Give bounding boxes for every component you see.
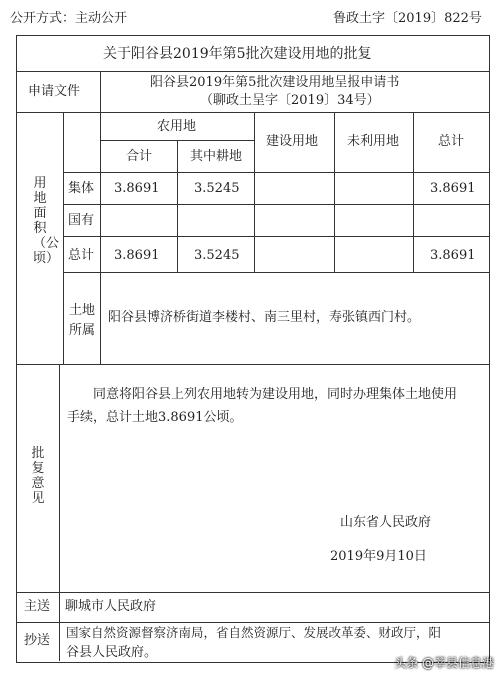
- approval-label: 批复意见: [31, 446, 45, 506]
- application-line-1: 阳谷县2019年第5批次建设用地呈报申请书: [150, 75, 400, 90]
- divider: [16, 364, 489, 365]
- send-to-label: 主送: [24, 599, 51, 614]
- divider: [63, 172, 489, 173]
- cell-total: 3.8691: [430, 181, 476, 196]
- col-unused: 未利用地: [347, 134, 400, 149]
- document-number: 鲁政土字〔2019〕822号: [333, 11, 482, 26]
- divider: [16, 112, 489, 113]
- cc-line-2: 谷县人民政府。: [66, 645, 158, 660]
- cell-arable: 3.5245: [194, 181, 240, 196]
- issue-date: 2019年9月10日: [330, 549, 427, 564]
- cell-arable: 3.5245: [194, 248, 240, 263]
- approval-text-line-2: 手续，总计土地3.8691公顷。: [67, 410, 243, 425]
- divider: [63, 236, 489, 237]
- disclosure-method: 公开方式：主动公开: [10, 11, 128, 26]
- watermark: 头条 @莘县信息港: [394, 656, 494, 670]
- approval-table: [16, 35, 490, 663]
- cc-label: 抄送: [24, 633, 51, 648]
- issuer: 山东省人民政府: [340, 515, 432, 530]
- divider: [16, 592, 489, 593]
- row-label: 总计: [68, 248, 95, 263]
- send-to-value: 聊城市人民政府: [65, 599, 157, 614]
- ownership-label: 土地所属: [69, 303, 96, 338]
- col-construction: 建设用地: [266, 134, 319, 149]
- divider: [16, 622, 489, 623]
- col-arable: 其中耕地: [190, 149, 243, 164]
- col-total: 总计: [438, 134, 465, 149]
- divider: [63, 204, 489, 205]
- application-line-2: （聊政土呈字〔2019〕34号）: [200, 93, 380, 108]
- divider: [63, 272, 489, 273]
- cell-subtotal: 3.8691: [114, 181, 160, 196]
- divider: [413, 112, 414, 272]
- divider: [100, 71, 101, 364]
- cell-total: 3.8691: [430, 248, 476, 263]
- col-subtotal: 合计: [126, 149, 153, 164]
- divider: [63, 112, 64, 364]
- application-label: 申请文件: [28, 84, 81, 99]
- row-label: 集体: [68, 181, 95, 196]
- divider: [334, 112, 335, 272]
- ownership-value: 阳谷县博济桥街道李楼村、南三里村，寿张镇西门村。: [108, 310, 421, 325]
- divider: [16, 71, 489, 72]
- divider: [254, 112, 255, 272]
- cc-line-1: 国家自然资源督察济南局，省自然资源厅、发展改革委、财政厅，阳: [66, 625, 442, 640]
- divider: [59, 364, 60, 661]
- approval-text-line-1: 同意将阳谷县上列农用地转为建设用地，同时办理集体土地使用: [93, 387, 458, 402]
- divider: [177, 140, 178, 272]
- col-farmland: 农用地: [157, 119, 197, 134]
- row-label: 国有: [68, 213, 95, 228]
- document-title: 关于阳谷县2019年第5批次建设用地的批复: [103, 46, 372, 62]
- area-side-label: 用地面积（公顷）: [33, 176, 60, 266]
- cell-subtotal: 3.8691: [114, 248, 160, 263]
